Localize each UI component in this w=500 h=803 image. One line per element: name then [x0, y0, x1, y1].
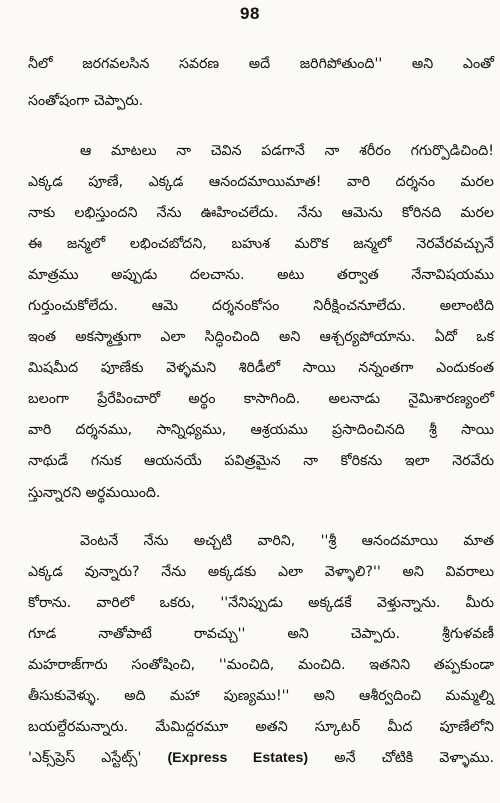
text-line: వెంటనే నేను అచ్చటి వారిని, ''శ్రీ ఆనందమాయి మాత — [80, 533, 494, 549]
text-line: ఇంత అకస్మాత్తుగా ఎలా సిద్ధించింది అని ఆశ్చర్యపోయాను. ఏదో ఒక — [28, 329, 494, 345]
text-line: నాకు లభిస్తుందని నేను ఊహించలేదు. నేను ఆమెను కోరినది మరల — [28, 205, 494, 221]
text-line: గుర్తుంచుకోలేదు. ఆమె దర్శనంకోసం నిరీక్షించనూలేదు. అలాంటిది — [28, 298, 494, 314]
text-line: మహరాజ్‌గారు సంతోషించి, ''మంచిది, మంచిది. ఇతనిని తప్పకుండా — [28, 657, 494, 673]
text-line: మిషమీద పూణేకు వెళ్ళమని శిరిడీలో సాయి నన్నంతగా ఎందుకంత — [28, 360, 494, 376]
text-line: వారి దర్శనము, సాన్నిధ్యము, ఆశ్రయము ప్రసాదించినది శ్రీ సాయి — [28, 422, 494, 438]
telugu-fragment: అనే చోటికి వెళ్ళాము. — [334, 750, 494, 766]
text-line: తీసుకువెళ్ళు. అది మహా పుణ్యము!'' అని ఆశీర్వదించి మమ్మల్ని — [28, 688, 494, 704]
text-line: ఎక్కడ పూణే, ఎక్కడ ఆనందమాయిమాత! వారి దర్శనం మరల — [28, 174, 494, 190]
text-line: స్తున్నారని అర్థమయింది. — [28, 485, 161, 501]
text-line-mixed — [28, 748, 494, 768]
text-line: సంతోషంగా చెప్పారు. — [28, 93, 144, 109]
text-line: ఎక్కడ వున్నారు? నేను అక్కడకు ఎలా వెళ్ళాలి?'' అని వివరాలు — [28, 564, 494, 580]
text-line: బయల్దేరమన్నారు. మేమిద్దరమూ అతని స్కూటర్ మీద పూణేలోని — [28, 719, 494, 735]
text-line: బలంగా ప్రేరేపించారో అర్థం కాసాగింది. అలనాడు నైమిశారణ్యంలో — [28, 391, 494, 407]
english-fragment: (Express Estates) — [167, 750, 309, 766]
telugu-fragment: 'ఎక్స్‌ప్రెస్ ఎస్టేట్స్' — [28, 750, 142, 766]
text-line: మాత్రము అప్పుడు దలచాను. అటు తర్వాత నేనావిషయము — [28, 267, 494, 283]
text-line: నీలో జరగవలసిన సవరణ అదే జరిగిపోతుంది'' అని ఎంతో — [28, 56, 494, 72]
text-line: ఈ జన్మలో లభించబోదని, బహుశ మరొక జన్మలో నెరవేరవచ్చునే — [28, 236, 494, 252]
page-number: 98 — [240, 4, 260, 23]
text-line: నాథుడే గనుక ఆయనయే పవిత్రమైన నా కోరికను ఇలా నెరవేరు — [28, 453, 494, 469]
text-line: గూడ నాతోపాటే రావచ్చు'' అని చెప్పారు. శ్రీగుళవణీ — [28, 626, 494, 642]
text-line: ఆ మాటలు నా చెవిన పడగానే నా శరీరం గగుర్పొడిచింది! — [80, 143, 494, 159]
text-line: కోరాను. వారిలో ఒకరు, ''నేనిప్పుడు అక్కడకే వెళ్తున్నాను. మీరు — [28, 595, 494, 611]
